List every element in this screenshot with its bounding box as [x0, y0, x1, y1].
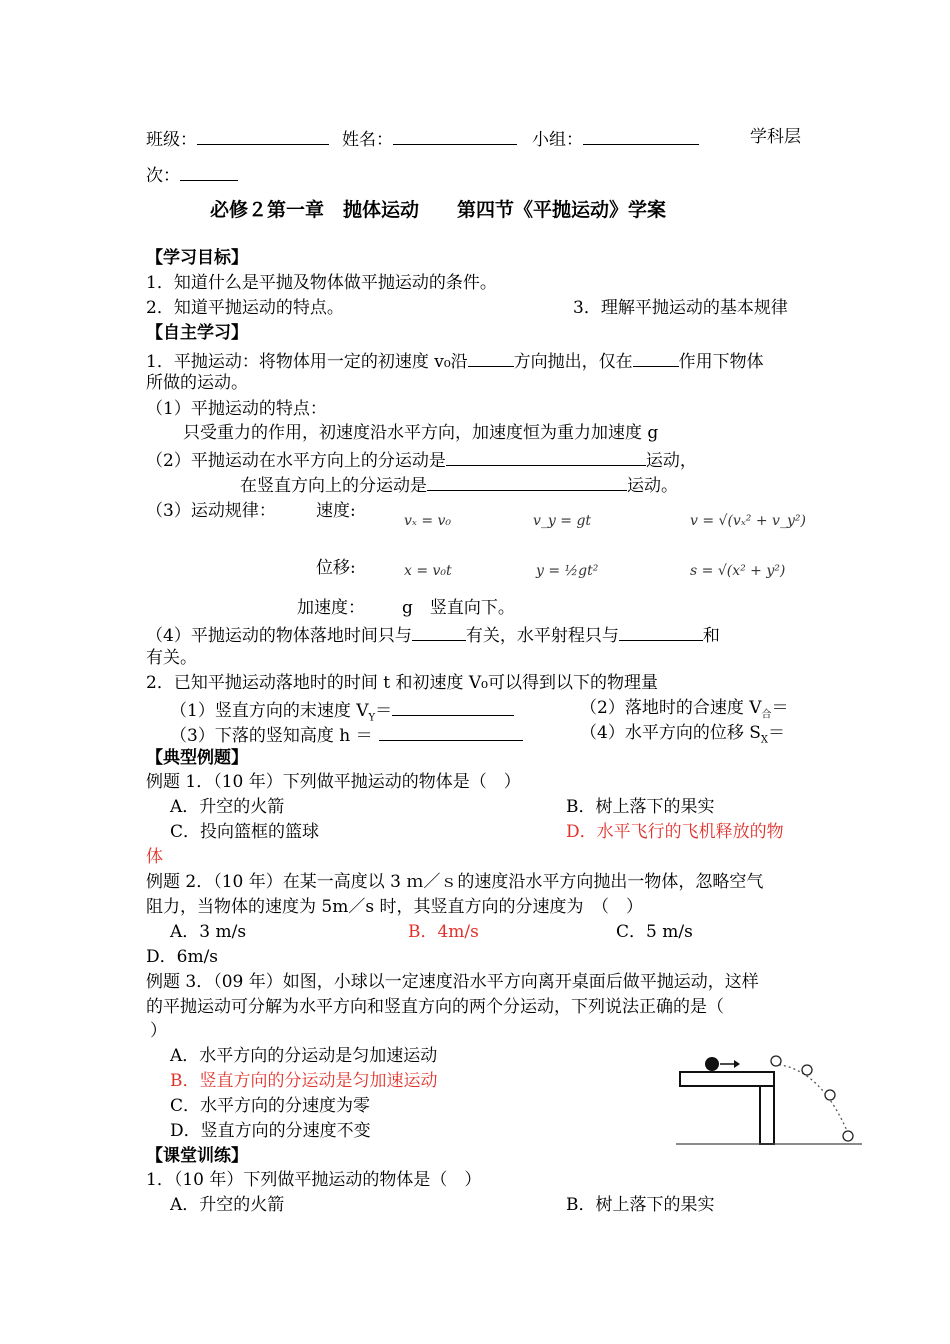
q2-4-text: （4）水平方向的位移 S — [580, 723, 761, 743]
q2-2-sub: 合 — [761, 709, 772, 721]
level-label-b: 次： — [146, 166, 180, 186]
objective-1: 1．知道什么是平抛及物体做平抛运动的条件。 — [146, 273, 497, 293]
q2-1-end: ＝ — [375, 701, 393, 721]
acceleration-value: g 竖直向下。 — [402, 598, 515, 618]
time-blank — [412, 622, 466, 641]
example-1-option-d-wrap: 体 — [146, 847, 163, 867]
decomp-b-end: 运动。 — [627, 476, 678, 496]
ball-position-3 — [825, 1090, 835, 1100]
name-label: 姓名： — [342, 130, 393, 150]
formula-vx: vₓ = v₀ — [404, 513, 452, 529]
ball-position-1 — [771, 1056, 781, 1066]
example-2-stem-1: 例题 2．（10 年）在某一高度以 3 ｍ／ｓ的速度沿水平方向抛出一物体，忽略空气 — [146, 872, 764, 892]
time-a: （4）平抛运动的物体落地时间只与 — [146, 626, 412, 646]
level-label-a: 学科层 — [750, 127, 801, 147]
direction-blank — [468, 348, 514, 367]
horizontal-blank — [446, 447, 646, 466]
example-1-option-a: A．升空的火箭 — [170, 797, 285, 817]
formula-x: x = v₀t — [404, 563, 452, 579]
group-label: 小组： — [532, 130, 583, 150]
features-title: （1）平抛运动的特点： — [146, 399, 327, 419]
group-blank — [583, 126, 699, 145]
formula-v: v = √(vₓ² + v_y²) — [690, 513, 806, 529]
example-3-option-c: C．水平方向的分速度为零 — [170, 1096, 371, 1116]
def-text-a: 1．平抛运动：将物体用一定的初速度 v₀沿 — [146, 352, 468, 372]
formula-s: s = √(x² + y²) — [690, 563, 786, 579]
page-title: 必修２第一章 抛体运动 第四节《平抛运动》学案 — [210, 199, 667, 221]
example-1-option-d: D．水平飞行的飞机释放的物 — [566, 822, 784, 842]
class-label: 班级： — [146, 130, 197, 150]
self-study-heading: 【自主学习】 — [146, 323, 248, 343]
vertical-blank — [427, 472, 627, 491]
objectives-heading: 【学习目标】 — [146, 248, 248, 268]
ball-icon — [705, 1057, 719, 1071]
example-2-option-d: D．6m/s — [146, 947, 219, 967]
trajectory-path — [774, 1064, 850, 1138]
examples-heading: 【典型例题】 — [146, 748, 248, 768]
example-2-option-c: C．5 m/s — [616, 922, 693, 942]
header-row — [146, 126, 329, 151]
q2-3-blank — [379, 722, 523, 741]
decomp-a-end: 运动， — [645, 451, 697, 471]
objective-3: 3．理解平抛运动的基本规律 — [573, 298, 788, 318]
name-field — [342, 126, 517, 151]
q2-2-text: （2）落地时的合速度 V — [580, 698, 762, 718]
practice-1-stem: 1．（10 年）下列做平抛运动的物体是（ ） — [146, 1170, 482, 1190]
example-3-option-d: D．竖直方向的分速度不变 — [170, 1121, 371, 1141]
arrow-right-icon — [720, 1060, 740, 1068]
ball-position-2 — [802, 1065, 812, 1075]
group-field — [532, 126, 699, 151]
definition-line — [146, 348, 764, 373]
example-2-option-b: B．4m/s — [408, 922, 479, 942]
practice-heading: 【课堂训练】 — [146, 1146, 248, 1166]
example-3-stem-2: 的平抛运动可分解为水平方向和竖直方向的两个分运动，下列说法正确的是（ — [146, 997, 724, 1017]
q2-2-end: ＝ — [771, 698, 789, 718]
decomp-vertical — [240, 472, 678, 497]
laws-title: （3）运动规律： — [146, 501, 276, 521]
practice-1-option-b: B．树上落下的果实 — [566, 1195, 715, 1215]
q2-1-sub: Y — [368, 712, 376, 724]
definition-end: 所做的运动。 — [146, 373, 248, 393]
objective-2: 2．知道平抛运动的特点。 — [146, 298, 344, 318]
example-2-stem-2: 阻力，当物体的速度为 5m／s 时，其竖直方向的分速度为 （ ） — [146, 897, 643, 917]
decomp-a-text: （2）平抛运动在水平方向上的分运动是 — [146, 451, 446, 471]
table-shape — [676, 1072, 862, 1144]
q2-1-blank — [392, 697, 514, 716]
practice-1-option-a: A．升空的火箭 — [170, 1195, 285, 1215]
example-1-option-b: B．树上落下的果实 — [566, 797, 715, 817]
q2-3-text: （3）下落的竖知高度 h ＝ — [170, 726, 373, 746]
time-c: 和 — [702, 626, 720, 646]
level-blank — [180, 162, 238, 181]
force-blank — [633, 348, 679, 367]
formula-vy: v_y = gt — [533, 513, 592, 529]
example-3-stem-1: 例题 3．（09 年）如图，小球以一定速度沿水平方向离开桌面后做平抛运动，这样 — [146, 972, 759, 992]
time-b: 有关，水平射程只与 — [465, 626, 619, 646]
speed-label: 速度: — [316, 501, 356, 521]
decomp-b-text: 在竖直方向上的分运动是 — [240, 476, 427, 496]
example-3-option-b: B．竖直方向的分运动是匀加速运动 — [170, 1071, 438, 1091]
displacement-label: 位移: — [316, 558, 356, 578]
def-text-c: 作用下物体 — [678, 352, 764, 372]
def-text-b: 方向抛出，仅在 — [513, 352, 633, 372]
example-3-stem-3: ） — [150, 1021, 167, 1041]
q2-4-sub: X — [760, 734, 768, 746]
time-range-line — [146, 622, 720, 647]
name-blank — [393, 126, 517, 145]
example-1-stem: 例题 1．（10 年）下列做平抛运动的物体是（ ） — [146, 772, 521, 792]
q2-part-4 — [580, 722, 785, 751]
decomp-horizontal — [146, 447, 697, 472]
example-1-option-c: C．投向篮框的篮球 — [170, 822, 320, 842]
example-2-option-a: A．3 m/s — [170, 922, 247, 942]
range-blank — [619, 622, 703, 641]
level-field — [146, 162, 238, 187]
features-text: 只受重力的作用，初速度沿水平方向，加速度恒为重力加速度 g — [183, 423, 659, 443]
example-3-option-a: A．水平方向的分运动是匀加速运动 — [170, 1046, 438, 1066]
q2-part-3 — [170, 722, 523, 747]
ball-position-4 — [843, 1131, 853, 1141]
projectile-figure — [672, 1048, 868, 1148]
q2-4-end: ＝ — [768, 723, 785, 743]
question-2: 2．已知平抛运动落地时的时间 t 和初速度 V₀可以得到以下的物理量 — [146, 673, 658, 693]
time-range-end: 有关。 — [146, 648, 197, 668]
class-blank — [197, 126, 329, 145]
formula-y: y = ½gt² — [536, 563, 599, 579]
acceleration-label: 加速度： — [297, 598, 365, 618]
q2-1-text: （1）竖直方向的末速度 V — [170, 701, 369, 721]
